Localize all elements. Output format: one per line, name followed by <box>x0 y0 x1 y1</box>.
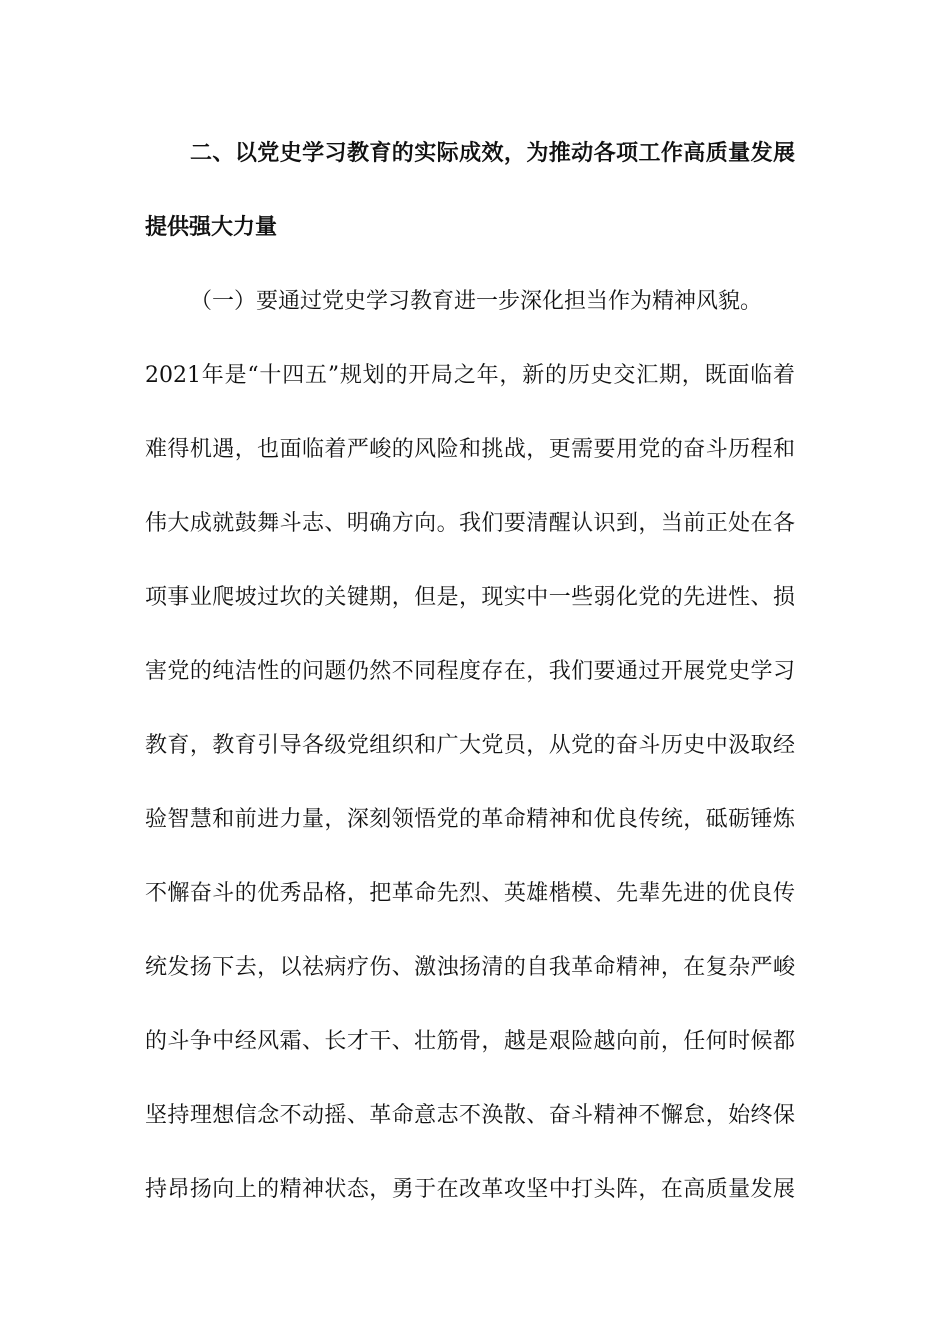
body-line: 不懈奋斗的优秀品格，把革命先烈、英雄楷模、先辈先进的优良传 <box>145 881 795 906</box>
section-heading-line-1: 二、以党史学习教育的实际成效，为推动各项工作高质量发展 <box>190 141 795 166</box>
body-line: 难得机遇，也面临着严峻的风险和挑战，更需要用党的奋斗历程和 <box>145 437 795 462</box>
body-line: 项事业爬坡过坎的关键期，但是，现实中一些弱化党的先进性、损 <box>145 585 795 610</box>
body-line: 持昂扬向上的精神状态，勇于在改革攻坚中打头阵，在高质量发展 <box>145 1177 795 1202</box>
body-line: 坚持理想信念不动摇、革命意志不涣散、奋斗精神不懈怠，始终保 <box>145 1103 795 1128</box>
body-line: 验智慧和前进力量，深刻领悟党的革命精神和优良传统，砥砺锤炼 <box>145 807 795 832</box>
section-heading-line-2: 提供强大力量 <box>145 215 278 240</box>
body-line: 教育，教育引导各级党组织和广大党员，从党的奋斗历史中汲取经 <box>145 733 795 758</box>
body-line: 害党的纯洁性的问题仍然不同程度存在，我们要通过开展党史学习 <box>145 659 795 684</box>
body-line: 的斗争中经风霜、长才干、壮筋骨，越是艰险越向前，任何时候都 <box>145 1029 795 1054</box>
body-line: 伟大成就鼓舞斗志、明确方向。我们要清醒认识到，当前正处在各 <box>145 511 795 536</box>
subsection-heading: （一）要通过党史学习教育进一步深化担当作为精神风貌。 <box>190 289 763 314</box>
body-line: 统发扬下去，以祛病疗伤、激浊扬清的自我革命精神，在复杂严峻 <box>145 955 795 980</box>
body-line: 2021年是“十四五”规划的开局之年，新的历史交汇期，既面临着 <box>145 363 795 388</box>
